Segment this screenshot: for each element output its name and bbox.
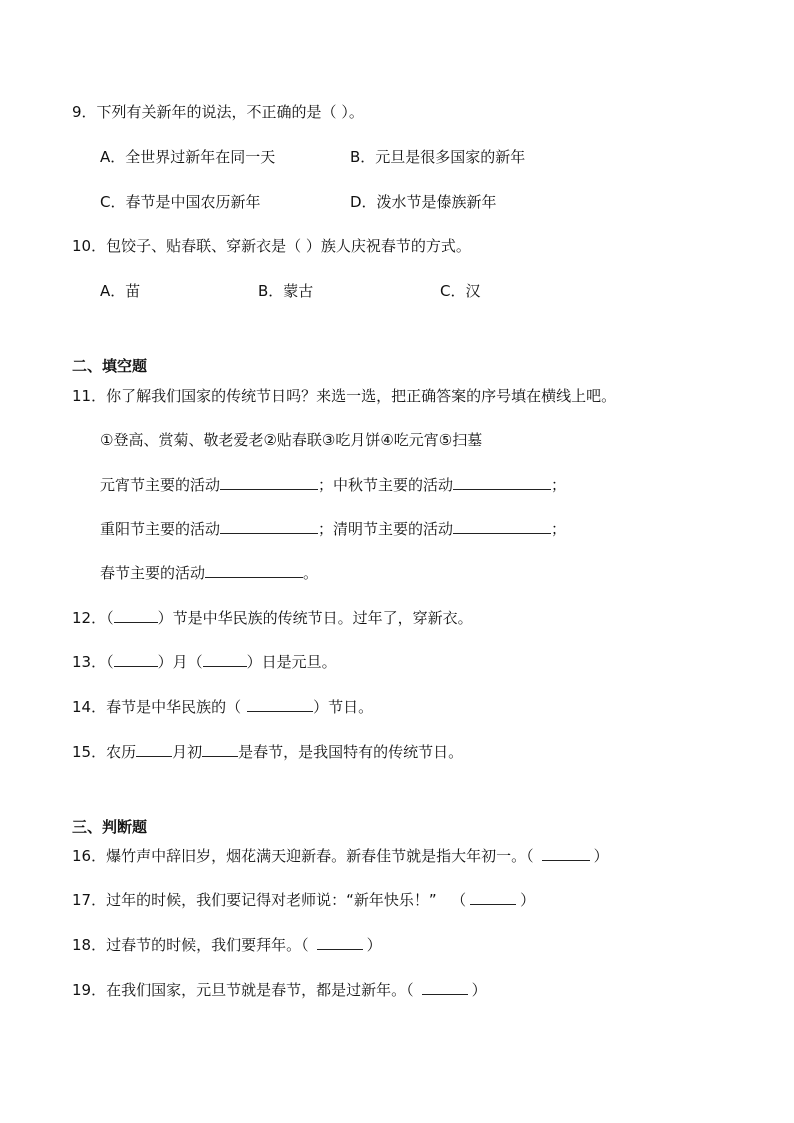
question-15-prefix: 15．农历	[72, 743, 137, 761]
question-9-option-d: D．泼水节是傣族新年	[350, 193, 497, 211]
question-14-prefix: 14．春节是中华民族的（	[72, 698, 242, 716]
section-title-fill-in: 二、填空题	[72, 357, 148, 375]
question-15-blank-month[interactable]	[136, 742, 172, 757]
question-12	[72, 608, 473, 628]
question-18-text: 18．过春节的时候，我们要拜年。（	[72, 936, 309, 954]
question-9-option-b: B．元旦是很多国家的新年	[350, 148, 526, 166]
question-12-suffix: ）节是中华民族的传统节日。过年了，穿新衣。	[157, 609, 473, 627]
question-12-blank[interactable]	[114, 608, 158, 623]
yuanxiao-blank[interactable]	[220, 475, 318, 490]
question-11-line-3	[100, 563, 318, 583]
question-13-blank-month[interactable]	[114, 652, 158, 667]
chongyang-blank[interactable]	[220, 519, 318, 534]
zhongqiu-label: ；中秋节主要的活动	[318, 476, 454, 494]
question-19-blank[interactable]	[422, 980, 468, 995]
question-17-close: ）	[520, 891, 536, 909]
chongyang-label: 重阳节主要的活动	[100, 520, 221, 538]
qingming-blank[interactable]	[453, 519, 551, 534]
question-17-text: 17．过年的时候，我们要记得对老师说：“新年快乐！”	[72, 891, 437, 909]
question-15-blank-day[interactable]	[202, 742, 238, 757]
question-10-option-b: B．蒙古	[258, 282, 314, 300]
question-10-stem: 10．包饺子、贴春联、穿新衣是（ ）族人庆祝春节的方式。	[72, 237, 471, 255]
chunjie-label: 春节主要的活动	[100, 564, 206, 582]
question-13	[72, 652, 337, 672]
question-14-suffix: ）节日。	[313, 698, 374, 716]
line-3-end: 。	[303, 564, 319, 582]
question-17-blank[interactable]	[470, 890, 516, 905]
question-12-prefix: 12．（	[72, 609, 114, 627]
question-14	[72, 697, 373, 717]
question-18	[72, 935, 382, 955]
question-19-close: ）	[471, 981, 487, 999]
question-16-close: ）	[593, 847, 609, 865]
question-13-blank-day[interactable]	[203, 652, 247, 667]
question-11-options: ①登高、赏菊、敬老爱老②贴春联③吃月饼④吃元宵⑤扫墓	[100, 431, 483, 449]
line-2-end: ；	[551, 520, 567, 538]
chunjie-blank[interactable]	[205, 563, 303, 578]
question-15-middle: 月初	[172, 743, 203, 761]
question-17-open: （	[458, 891, 467, 909]
question-9-option-c: C．春节是中国农历新年	[100, 193, 261, 211]
question-9-stem: 9．下列有关新年的说法，不正确的是（ ）。	[72, 103, 364, 121]
question-16-text: 16．爆竹声中辞旧岁，烟花满天迎新春。新春佳节就是指大年初一。（	[72, 847, 534, 865]
qingming-label: ；清明节主要的活动	[318, 520, 454, 538]
zhongqiu-blank[interactable]	[453, 475, 551, 490]
question-11-line-1	[100, 475, 566, 495]
question-10-option-a: A．苗	[100, 282, 141, 300]
question-16-blank[interactable]	[542, 846, 590, 861]
question-11-stem: 11．你了解我们国家的传统节日吗？来选一选，把正确答案的序号填在横线上吧。	[72, 387, 617, 405]
section-title-true-false: 三、判断题	[72, 818, 148, 836]
question-13-suffix: ）日是元旦。	[246, 653, 337, 671]
question-13-middle: ）月（	[157, 653, 203, 671]
question-14-blank[interactable]	[247, 697, 313, 712]
question-11-line-2	[100, 519, 566, 539]
question-19	[72, 980, 487, 1000]
question-15	[72, 742, 463, 762]
question-16	[72, 846, 609, 866]
question-19-text: 19．在我们国家，元旦节就是春节，都是过新年。（	[72, 981, 414, 999]
question-13-prefix: 13．（	[72, 653, 114, 671]
question-18-close: ）	[366, 936, 382, 954]
line-1-end: ；	[551, 476, 567, 494]
question-10-option-c: C．汉	[440, 282, 481, 300]
question-9-option-a: A．全世界过新年在同一天	[100, 148, 276, 166]
question-15-suffix: 是春节，是我国特有的传统节日。	[238, 743, 464, 761]
yuanxiao-label: 元宵节主要的活动	[100, 476, 221, 494]
question-17	[72, 890, 535, 910]
question-18-blank[interactable]	[317, 935, 363, 950]
